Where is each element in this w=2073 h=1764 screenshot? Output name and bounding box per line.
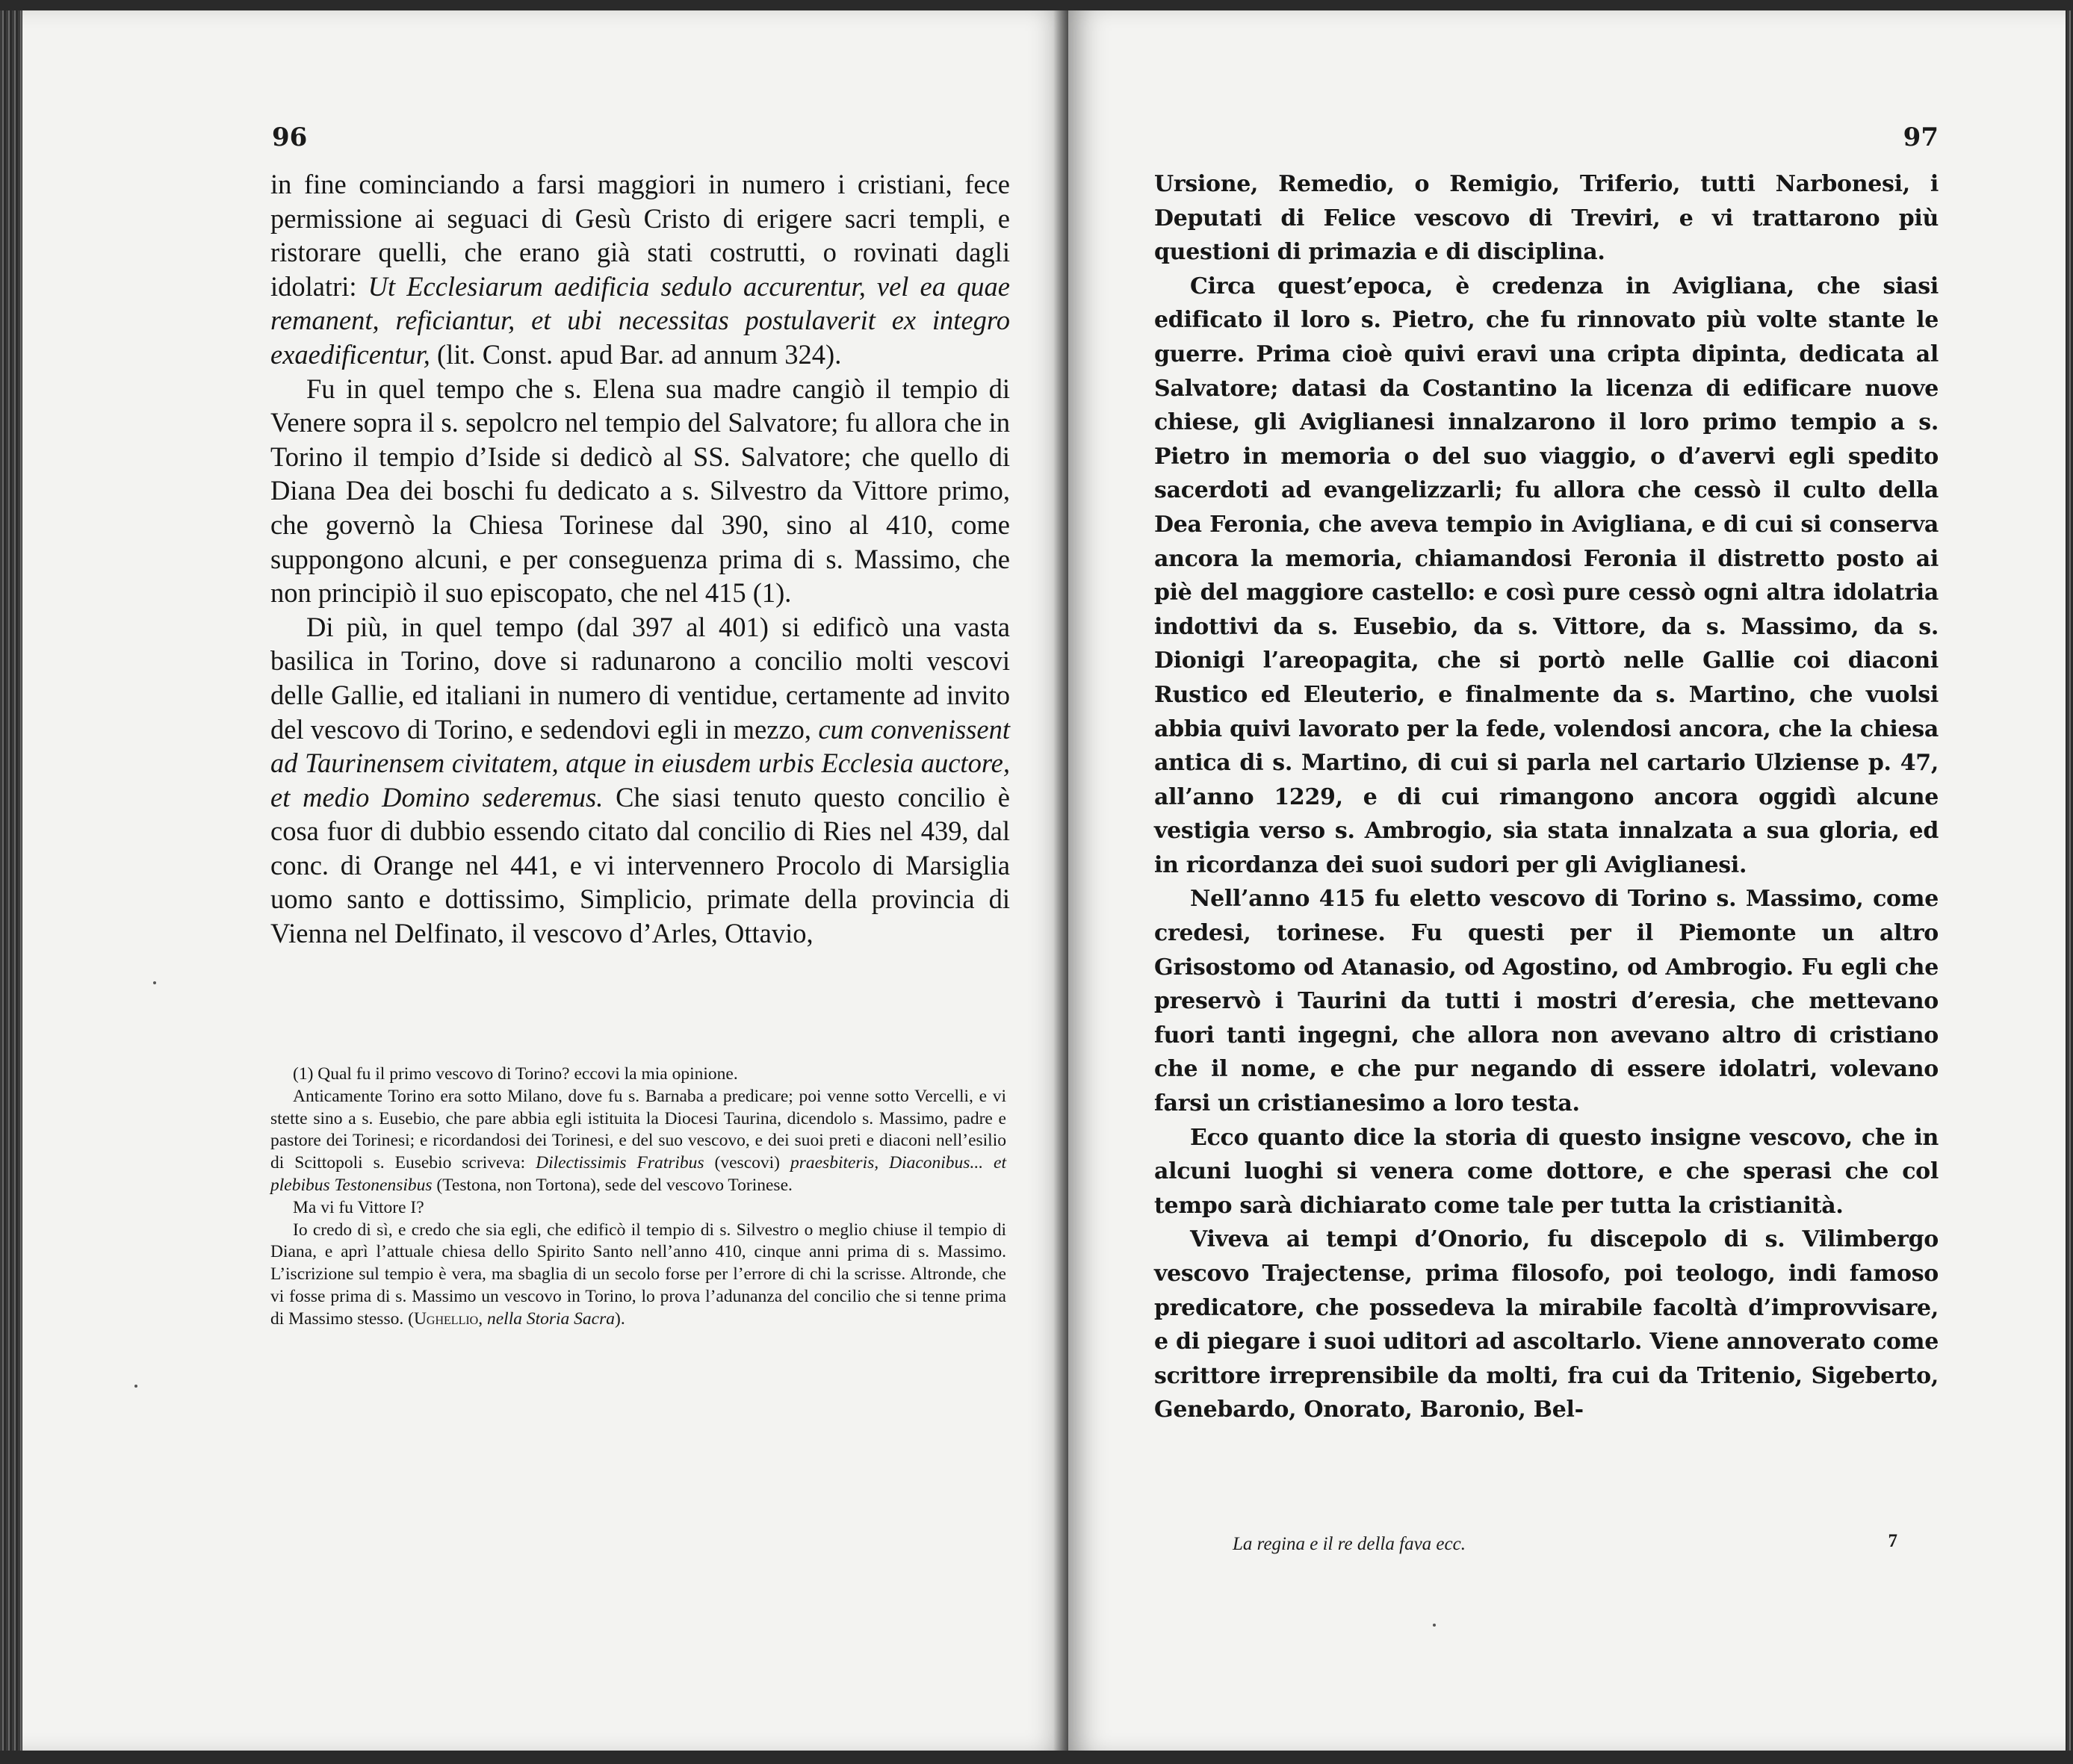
italic-text: Dilectissimis Fratribus xyxy=(536,1153,704,1173)
paper-speck xyxy=(153,981,156,984)
paragraph xyxy=(270,167,1010,372)
text-run: Ughellio xyxy=(413,1308,479,1329)
text-run: Ursione, Remedio, o Remigio, Triferio, tutti Narbonesi, i Deputati di Felice vescovo di Treviri, e vi trattarono più questioni di primazia e di disciplina. xyxy=(1154,171,1939,266)
text-run: Ma vi fu Vittore I? xyxy=(293,1197,424,1217)
text-run: Che siasi tenuto questo concilio è cosa fuor di dubbio essendo citato dal concilio di Ries nel 439, dal conc. di Orange nel 441, e vi intervennero Procolo di Marsiglia uomo santo e dottissimo, Simplicio, primate della provincia di Vienna nel Delfinato, il vescovo d’Arles, Ottavio, xyxy=(270,781,1010,949)
text-run: Nell’anno 415 fu eletto vescovo di Torino s. Massimo, come credesi, torinese. Fu questi per il Piemonte un altro Grisostomo od Atanasio, od Agostino, od Ambrogio. Fu egli che preservò i Taurini da tutti i mostri d’eresia, che mettevano fuori tanti ingegni, che allora non avevano altro di cristiano che il nome, e che pur negando di essere idolatri, volevano farsi un cristianesimo a loro testa. xyxy=(1154,886,1939,1117)
paragraph xyxy=(1154,270,1939,883)
right-body-text xyxy=(1154,167,1939,1427)
page-number-right: 97 xyxy=(1903,122,1939,152)
footnote xyxy=(270,1086,1006,1197)
text-run: (Testona, non Tortona), sede del vescovo Torinese. xyxy=(432,1175,793,1195)
text-run: Viveva ai tempi d’Onorio, fu discepolo di s. Vilimbergo vescovo Trajectense, prima filosofo, poi teologo, indi famoso predicatore, che possedeva la mirabile facoltà d’improvvisare, e di piegare i suoi uditori ad ascoltarlo. Viene annoverato come scrittore irreprensibile da molti, fra cui da Tritenio, Sigeberto, Genebardo, Onorato, Baronio, Bel- xyxy=(1154,1226,1939,1423)
italic-text: Ut Ecclesiarum aedificia sedulo accurentur, vel ea quae remanent, reficiantur, et ubi necessitas postulaverit ex integro exaedificentur, xyxy=(270,270,1011,370)
left-footnotes xyxy=(270,1063,1006,1331)
text-run: (1) Qual fu il primo vescovo di Torino? eccovi la mia opinione. xyxy=(293,1064,738,1084)
footnote xyxy=(270,1063,1006,1086)
running-foot: La regina e il re della fava ecc. xyxy=(1233,1534,1466,1554)
text-run: Fu in quel tempo che s. Elena sua madre cangiò il tempio di Venere sopra il s. sepolcro nel tempio del Salvatore; fu allora che in Torino il tempio d’Iside si dedicò al SS. Salvatore; che quello di Diana Dea dei boschi fu dedicato a s. Silvestro da Vittore primo, che governò la Chiesa Torinese dal 390, sino al 410, come suppongono alcuni, e per conseguenza prima di s. Massimo, che non principiò il suo episcopato, che nel 415 (1). xyxy=(270,373,1010,609)
paragraph xyxy=(1154,882,1939,1120)
page-number-left: 96 xyxy=(272,122,308,152)
footnote xyxy=(270,1197,1006,1220)
paragraph xyxy=(1154,167,1939,270)
italic-text: praesbiteris, Diaconibus... et plebibus Testonensibus xyxy=(270,1153,1007,1195)
signature-mark: 7 xyxy=(1888,1531,1897,1551)
text-run: ). xyxy=(615,1308,625,1329)
left-body-text xyxy=(270,167,1010,951)
left-page xyxy=(22,10,1068,1751)
paragraph xyxy=(1154,1223,1939,1427)
paper-speck xyxy=(1433,1624,1436,1627)
paragraph xyxy=(270,372,1010,610)
text-run: Di più, in quel tempo (dal 397 al 401) si edificò una vasta basilica in Torino, dove si radunarono a concilio molti vescovi delle Gallie, ed italiani in numero di ventidue, certamente ad invito del vescovo di Torino, e sedendovi egli in mezzo, xyxy=(270,611,1010,745)
text-run: (vescovi) xyxy=(704,1153,790,1173)
text-run: Circa quest’epoca, è credenza in Avigliana, che siasi edificato il loro s. Pietro, che fu rinnovato più volte stante le guerre. Prima cioè quivi eravi una cripta dipinta, dedicata al Salvatore; datasi da Costantino la licenza di edificare nuove chiese, gli Aviglianesi innalzarono il loro primo tempio a s. Pietro in memoria o del suo viaggio, o d’avervi egli spedito sacerdoti ad evangelizzarli; fu allora che cessò il culto della Dea Feronia, che aveva tempio in Avigliana, e di cui si conserva ancora la memoria, chiamandosi Feronia il distretto posto ai piè del maggiore castello: e così pure cessò ogni altra idolatria indottivi da s. Eusebio, da s. Vittore, da s. Massimo, da s. Dionigi l’areopagita, che si portò nelle Gallie coi diaconi Rustico ed Eleuterio, e finalmente da s. Martino, che vuolsi abbia quivi lavorato per la fede, volendosi ancora, che la chiesa antica di s. Martino, di cui si parla nel cartario Ulziense p. 47, all’anno 1229, e di cui rimangono ancora oggidì alcune vestigia verso s. Ambrogio, sia stata innalzata a sua gloria, ed in ricordanza dei suoi sudori per gli Aviglianesi. xyxy=(1154,273,1939,878)
italic-text: nella Storia Sacra xyxy=(486,1308,616,1329)
footnote xyxy=(270,1220,1006,1331)
paragraph xyxy=(270,610,1010,951)
text-run: Ecco quanto dice la storia di questo insigne vescovo, che in alcuni luoghi si venera come dottore, e che sperasi che col tempo sarà dichiarato come tale per tutta la cristianità. xyxy=(1154,1124,1939,1219)
text-run: , xyxy=(478,1308,487,1329)
paragraph xyxy=(1154,1121,1939,1223)
text-run: Io credo di sì, e credo che sia egli, che edificò il tempio di s. Silvestro o meglio chiuse il tempio di Diana, e aprì l’attuale chiesa dello Spirito Santo nell’anno 410, cinque anni prima di s. Massimo. L’iscrizione sul tempio è vera, ma sbaglia di un secolo forse per l’errore di chi la scrisse. Altronde, che vi fosse prima di s. Massimo un vescovo in Torino, lo prova l’adunanza del concilio che si tenne prima di Massimo stesso. ( xyxy=(270,1220,1006,1329)
right-page xyxy=(1068,10,2066,1751)
text-run: in fine cominciando a farsi maggiori in numero i cristiani, fece permissione ai seguaci di Gesù Cristo di erigere sacri templi, e ristorare quelli, che erano già stati costrutti, o rovinati dagli idolatri: xyxy=(270,169,1010,302)
paper-speck xyxy=(134,1385,137,1388)
text-run: Anticamente Torino era sotto Milano, dove fu s. Barnaba a predicare; poi venne sotto Vercelli, e vi stette sino a s. Eusebio, che pare abbia egli istituita la Diocesi Taurina, dicendolo s. Massimo, padre e pastore dei Torinesi; e ricordandosi dei Torinesi, e del suo vescovo, e dei suoi preti e diaconi nell’esilio di Scittopoli s. Eusebio scriveva: xyxy=(270,1086,1006,1173)
text-run: (lit. Const. apud Bar. ad annum 324). xyxy=(430,338,842,370)
italic-text: cum convenissent ad Taurinensem civitatem, atque in eiusdem urbis Ecclesia auctore, et medio Domino sederemus. xyxy=(270,713,1010,813)
